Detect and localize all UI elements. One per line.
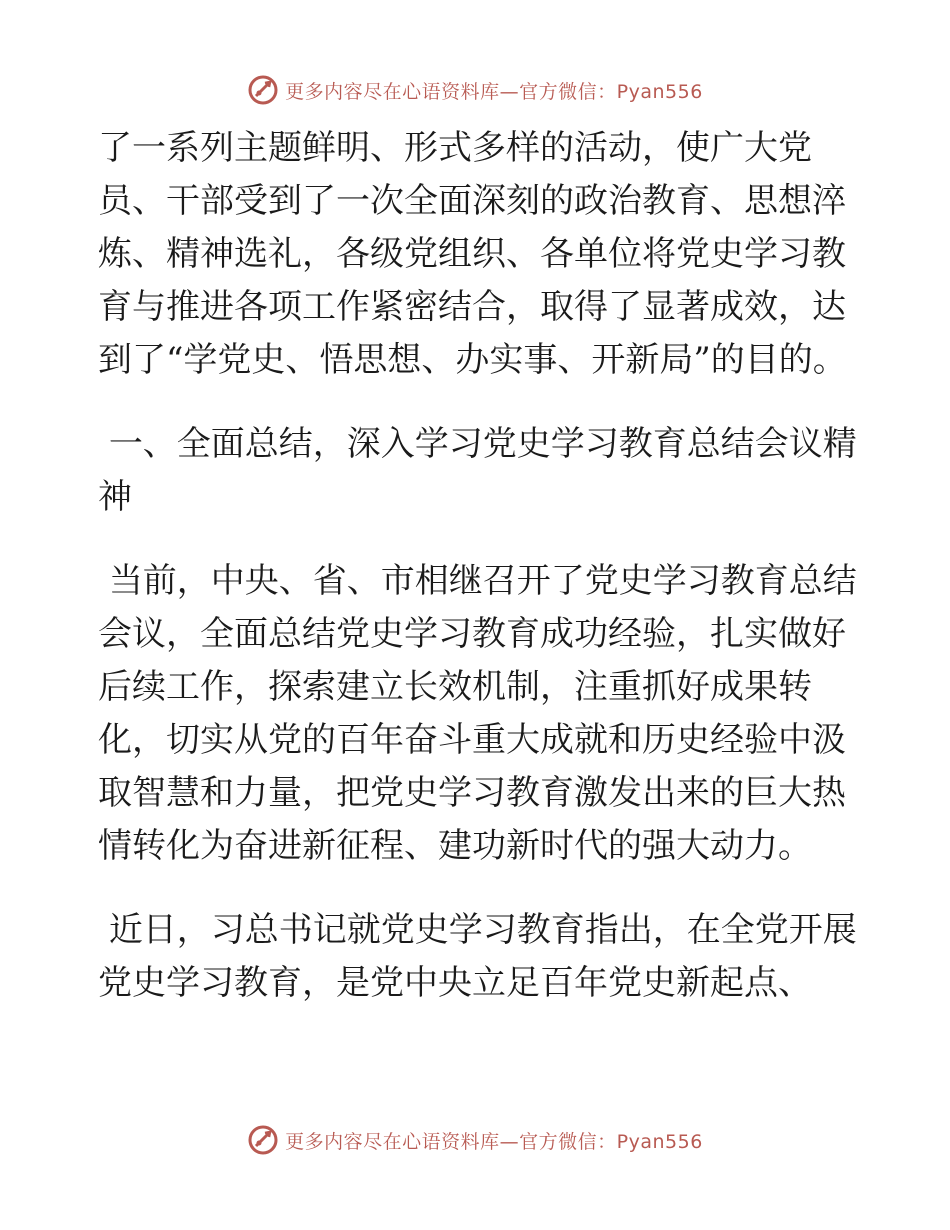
seal-logo-icon [247, 74, 279, 106]
paragraph-1: 了一系列主题鲜明、形式多样的活动，使广大党员、干部受到了一次全面深刻的政治教育、思想淬炼、精神选礼，各级党组织、各单位将党史学习教育与推进各项工作紧密结合，取得了显著成效，达到了“学党史、悟思想、办实事、开新局”的目的。 [98, 128, 847, 380]
header-banner [0, 70, 950, 110]
section-heading-1: 一、全面总结，深入学习党史学习教育总结会议精神 [98, 424, 857, 517]
document-body [98, 122, 858, 1010]
paragraph-2: 当前，中央、省、市相继召开了党史学习教育总结会议，全面总结党史学习教育成功经验，扎实做好后续工作，探索建立长效机制，注重抓好成果转化，切实从党的百年奋斗重大成就和历史经验中汲取智慧和力量，把党史学习教育激发出来的巨大热情转化为奋进新征程、建功新时代的强大动力。 [98, 561, 857, 866]
header-banner-text: 更多内容尽在心语资料库—官方微信：Pyan556 [285, 80, 703, 103]
paragraph-3: 近日，习总书记就党史学习教育指出，在全党开展党史学习教育，是党中央立足百年党史新起点、 [98, 910, 857, 1003]
seal-logo-icon [247, 1124, 279, 1156]
footer-banner [0, 1120, 950, 1160]
footer-banner-text: 更多内容尽在心语资料库—官方微信：Pyan556 [285, 1130, 703, 1153]
